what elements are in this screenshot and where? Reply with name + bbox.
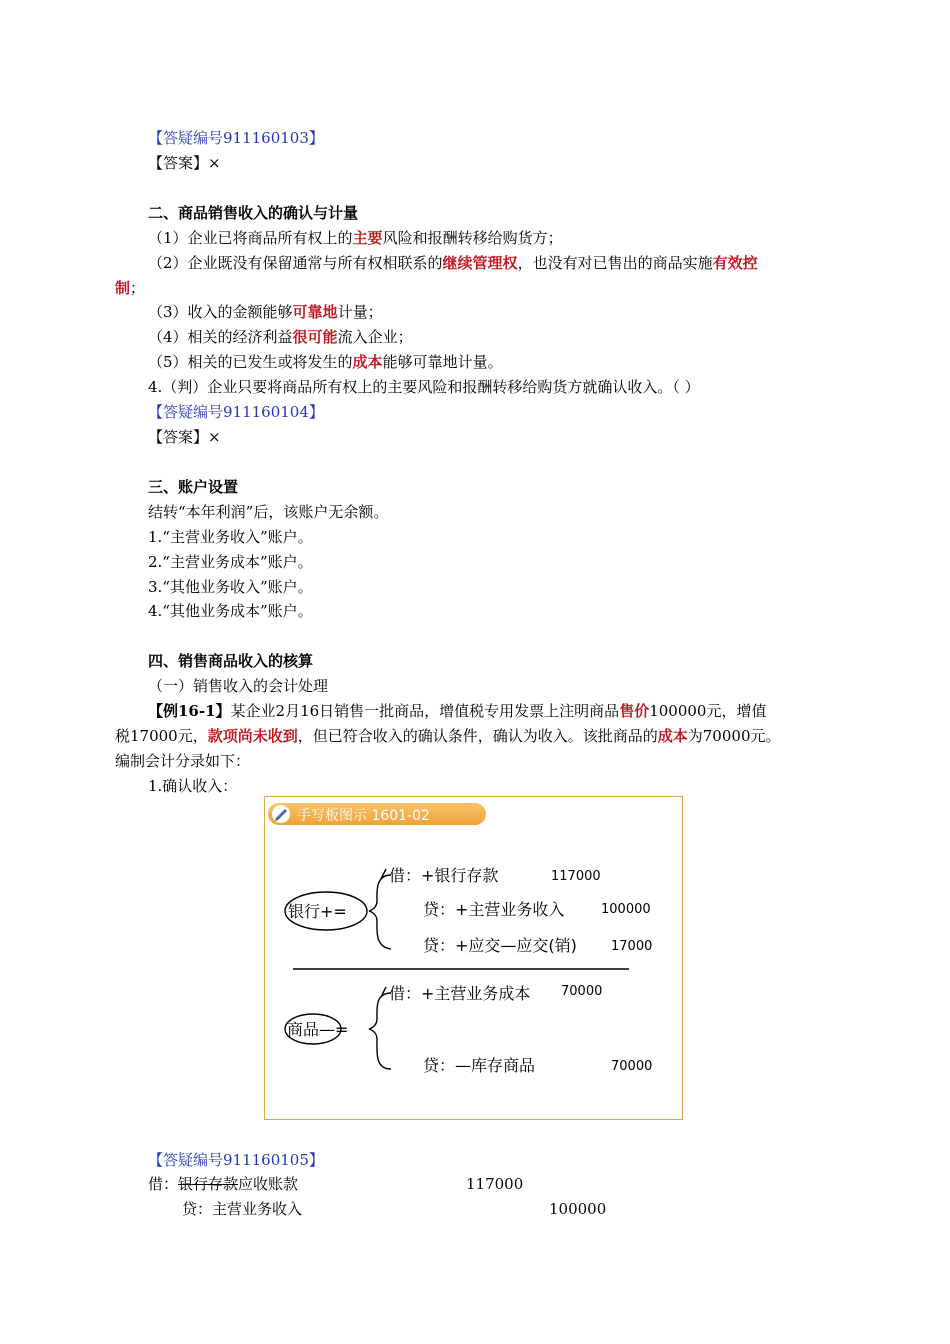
section3-intro: 结转“本年利润”后，该账户无余额。 (148, 503, 389, 521)
credit-2-amount: 17000 (611, 939, 653, 954)
account-item: 4.“其他业务成本”账户。 (148, 602, 313, 620)
condition-1-highlight: 主要 (352, 229, 383, 247)
section4-subtitle: （一）销售收入的会计处理 (148, 677, 329, 695)
example-text-4: ，但已符合收入的确认条件，确认为收入。该批商品的 (297, 727, 658, 745)
journal-debit (148, 1174, 298, 1194)
qa-id-105: 【答疑编号911160105】 (148, 1151, 324, 1169)
debit-1: 借：+银行存款 (389, 866, 499, 885)
left-label-bank: 银行+= (288, 902, 347, 921)
example-highlight-cost: 成本 (657, 727, 688, 745)
condition-2-highlight-1: 继续管理权 (442, 254, 518, 272)
condition-2-highlight-2b: 制 (115, 279, 131, 297)
condition-5 (148, 352, 503, 372)
example-label: 【例16-1】 (148, 702, 231, 720)
condition-1 (148, 228, 563, 248)
condition-4-highlight: 很可能 (292, 328, 338, 346)
condition-2-pre: （2）企业既没有保留通常与所有权相联系的 (148, 254, 443, 272)
account-item: 2.“主营业务成本”账户。 (148, 553, 313, 571)
example-text-1: 某企业2月16日销售一批商品，增值税专用发票上注明商品 (230, 702, 620, 720)
debit-2: 借：+主营业务成本 (389, 984, 531, 1003)
condition-1-post: 风险和报酬转移给购货方； (382, 229, 563, 247)
condition-5-highlight: 成本 (352, 353, 383, 371)
brace-bottom (369, 993, 391, 1069)
condition-4-post: 流入企业； (337, 328, 413, 346)
condition-4-pre: （4）相关的经济利益 (148, 328, 293, 346)
credit-3-amount: 70000 (611, 1059, 653, 1074)
qa-id-103: 【答疑编号911160103】 (148, 129, 324, 147)
credit-1: 贷：+主营业务收入 (423, 900, 565, 919)
condition-3 (148, 302, 383, 322)
condition-2-continued (115, 278, 145, 298)
answer-103: 【答案】× (148, 154, 221, 172)
condition-5-pre: （5）相关的已发生或将发生的 (148, 353, 353, 371)
account-item: 3.“其他业务收入”账户。 (148, 578, 313, 596)
example-text-3: 税17000元， (115, 727, 208, 745)
condition-2 (148, 253, 758, 273)
condition-5-post: 能够可靠地计量。 (382, 353, 503, 371)
journal-credit: 贷：主营业务收入 (182, 1200, 303, 1218)
account-item: 1.“主营业务收入”账户。 (148, 528, 313, 546)
question-4: 4.（判）企业只要将商品所有权上的主要风险和报酬转移给购货方就确认收入。（ ） (148, 378, 700, 396)
qa-id-104: 【答疑编号911160104】 (148, 403, 324, 421)
debit-1-amount: 117000 (551, 869, 601, 884)
example-text-5: 为70000元。 (687, 727, 781, 745)
debit-2-amount: 70000 (561, 984, 603, 999)
condition-2-highlight-2: 有效控 (712, 254, 758, 272)
condition-2-mid: ，也没有对已售出的商品实施 (517, 254, 713, 272)
condition-2-end: ； (130, 279, 146, 297)
section3-title: 三、账户设置 (148, 478, 239, 496)
condition-3-highlight: 可靠地 (292, 303, 338, 321)
example-line-1 (148, 701, 766, 721)
journal-credit-amount: 100000 (549, 1200, 607, 1218)
credit-1-amount: 100000 (601, 902, 651, 917)
debit-prefix: 借： (148, 1175, 179, 1193)
left-label-goods: 商品—= (287, 1020, 349, 1039)
handwriting-diagram (265, 797, 684, 1121)
figure-tab-label: 手写板图示 1601-02 (297, 808, 430, 824)
pencil-icon (272, 805, 290, 823)
debit-struck-account: 银行存款 (178, 1175, 239, 1193)
condition-1-pre: （1）企业已将商品所有权上的 (148, 229, 353, 247)
answer-104: 【答案】× (148, 428, 221, 446)
example-line-2 (115, 726, 780, 746)
step-1-label: 1.确认收入： (148, 777, 238, 795)
debit-account: 应收账款 (238, 1175, 299, 1193)
brace-top (369, 875, 391, 949)
section2-title: 二、商品销售收入的确认与计量 (148, 204, 359, 222)
journal-debit-amount: 117000 (466, 1175, 524, 1193)
credit-3: 贷：—库存商品 (423, 1056, 536, 1075)
example-highlight-unpaid: 款项尚未收到 (207, 727, 298, 745)
example-highlight-price: 售价 (619, 702, 650, 720)
handwriting-figure (264, 796, 683, 1120)
example-text-2: 100000元，增值 (649, 702, 767, 720)
condition-3-pre: （3）收入的金额能够 (148, 303, 293, 321)
condition-4 (148, 327, 413, 347)
example-line-3: 编制会计分录如下： (115, 752, 251, 770)
credit-2: 贷：+应交—应交(销) (423, 936, 577, 955)
section4-title: 四、销售商品收入的核算 (148, 652, 314, 670)
condition-3-post: 计量； (337, 303, 383, 321)
